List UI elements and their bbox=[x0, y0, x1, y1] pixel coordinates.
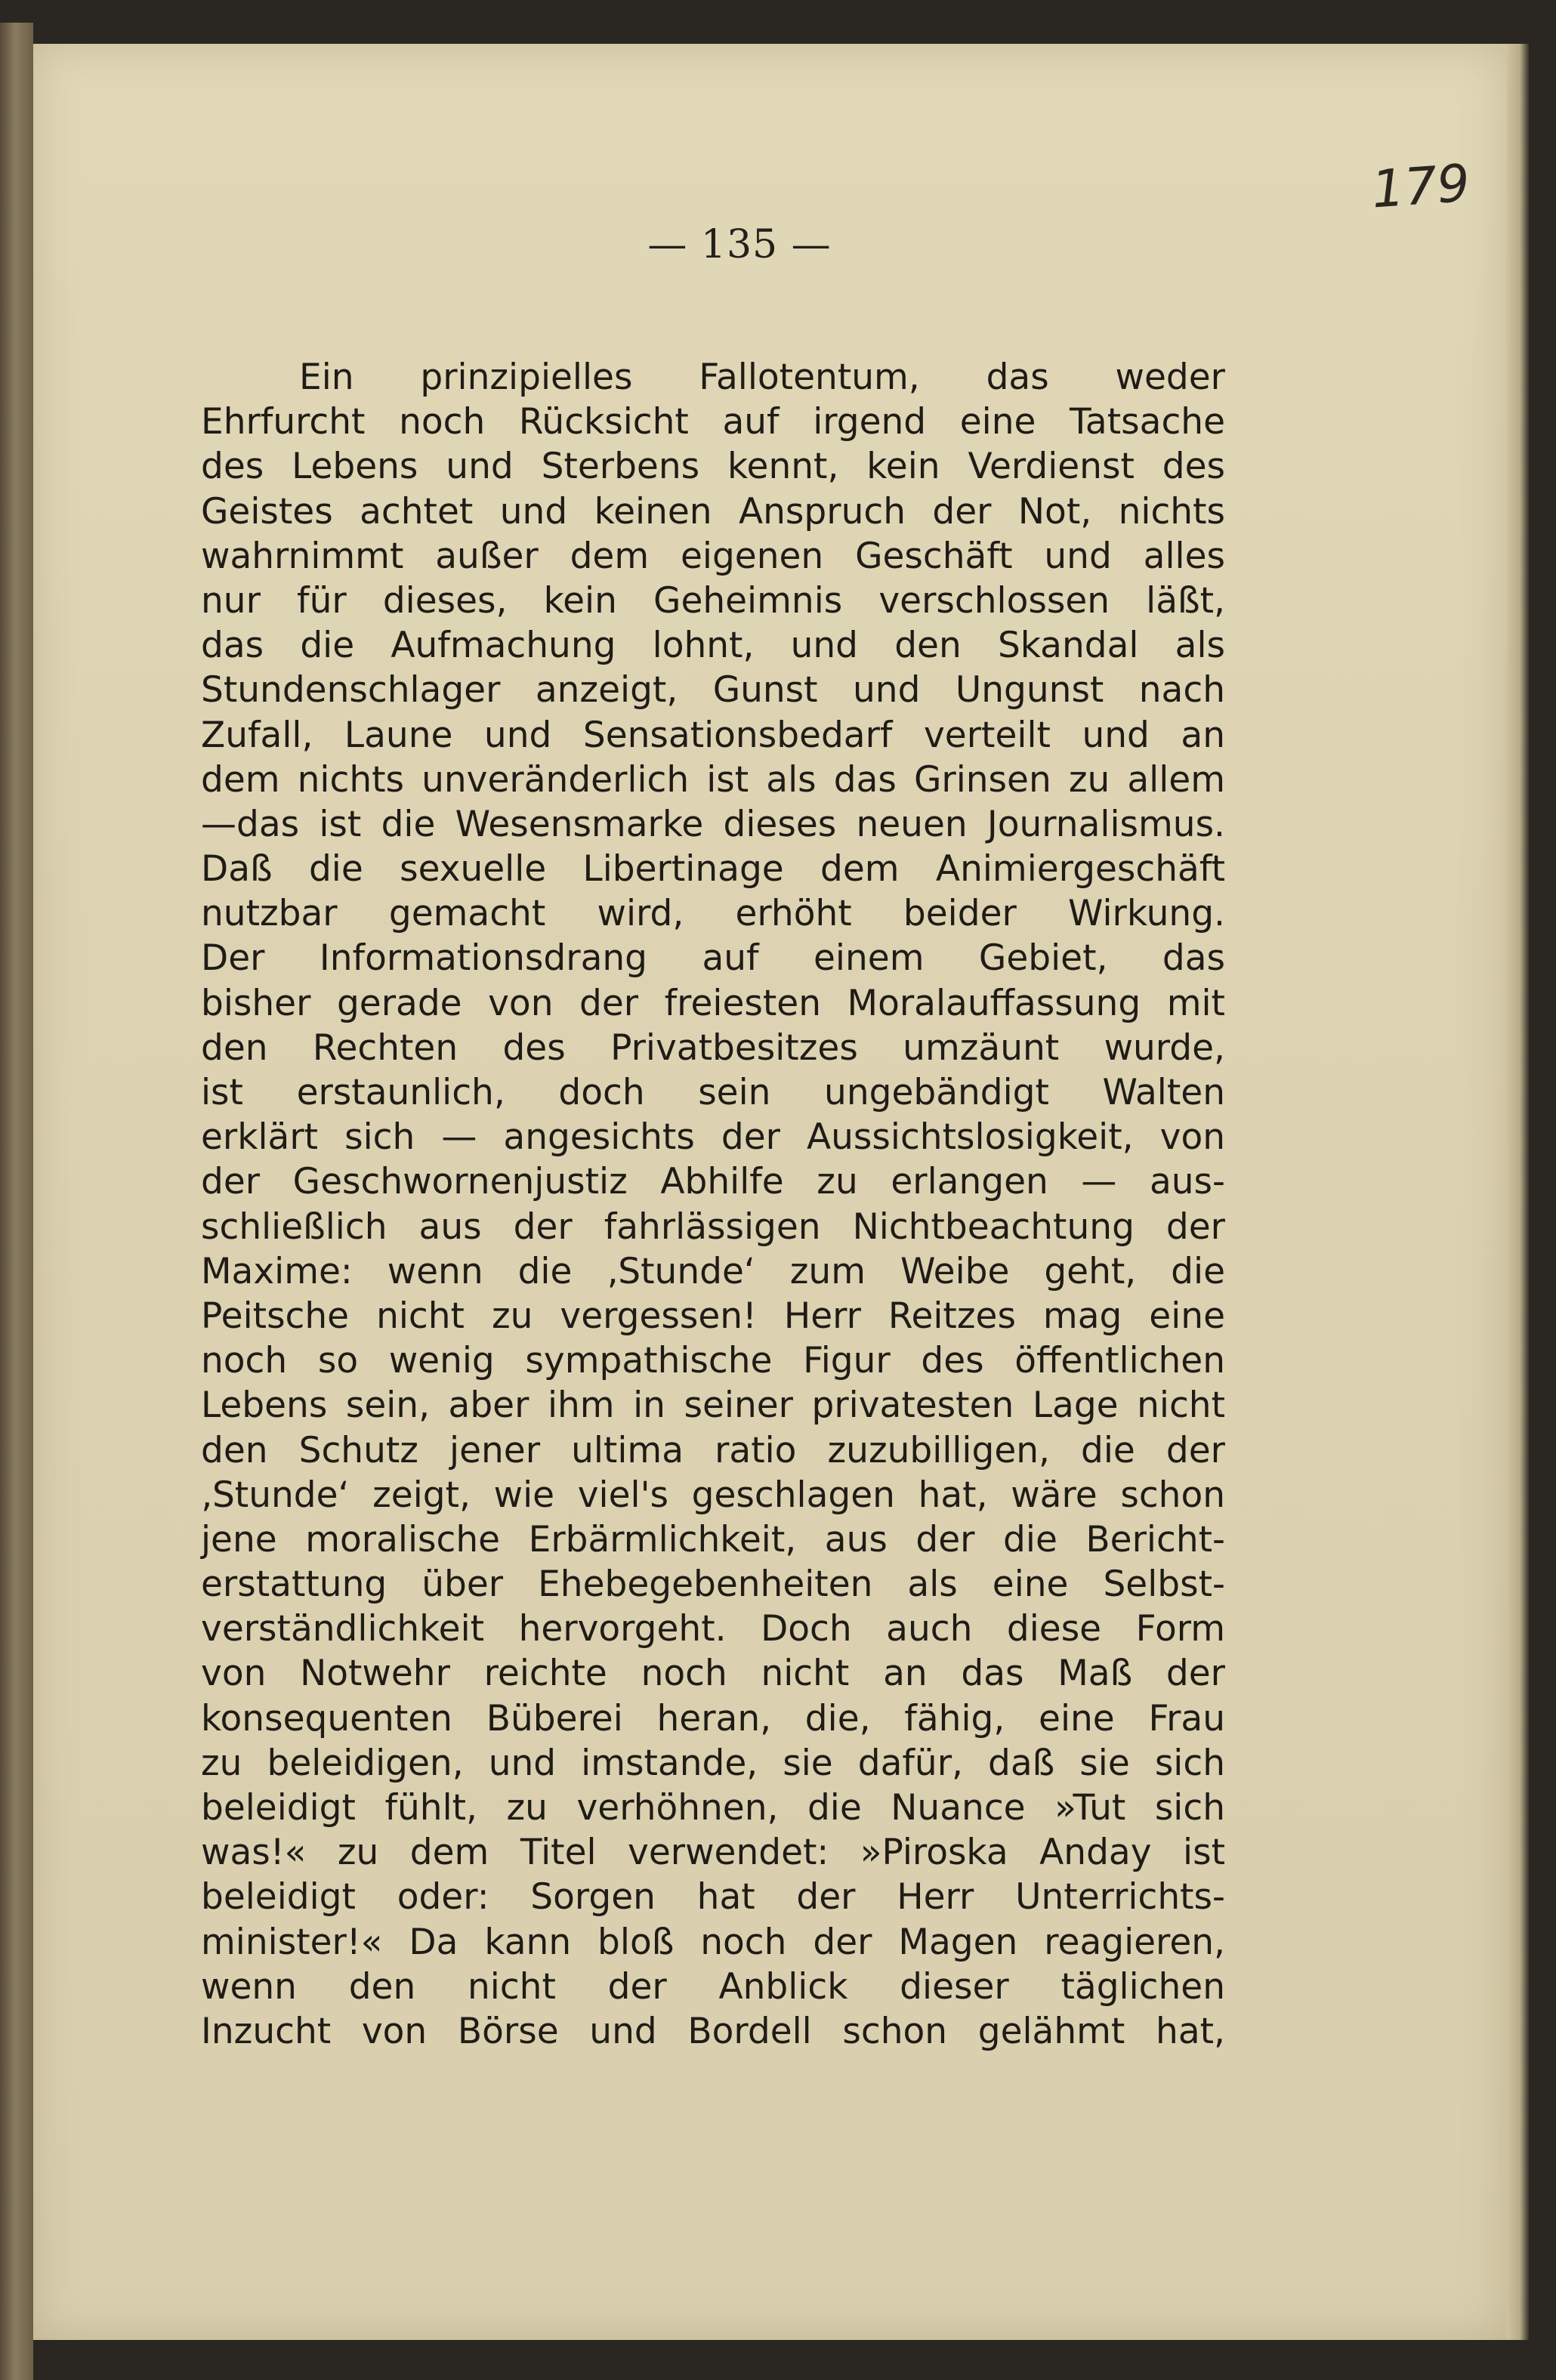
text-line: bisher gerade von der freiesten Moralauffassung mit bbox=[201, 982, 1225, 1024]
text-line: was!« zu dem Titel verwendet: »Piroska Anday ist bbox=[201, 1832, 1225, 1874]
text-line: der Geschwornenjustiz Abhilfe zu erlangen — aus- bbox=[201, 1161, 1225, 1203]
text-line: dem nichts unveränderlich ist als das Grinsen zu allem bbox=[201, 758, 1225, 801]
text-line: beleidigt oder: Sorgen hat der Herr Unterrichts- bbox=[201, 1876, 1225, 1919]
text-line: zu beleidigen, und imstande, sie dafür, daß sie sich bbox=[201, 1742, 1225, 1784]
text-line: von Notwehr reichte noch nicht an das Maß der bbox=[201, 1653, 1225, 1695]
text-line: nur für dieses, kein Geheimnis verschlossen läßt, bbox=[201, 579, 1225, 622]
text-line: das die Aufmachung lohnt, und den Skandal als bbox=[201, 625, 1225, 667]
text-line: Stundenschlager anzeigt, Gunst und Ungunst nach bbox=[201, 669, 1225, 712]
text-line: noch so wenig sympathische Figur des öffentlichen bbox=[201, 1340, 1225, 1382]
body-text bbox=[201, 355, 1225, 2054]
text-line: minister!« Da kann bloß noch der Magen reagieren, bbox=[201, 1921, 1225, 1963]
text-line: verständlichkeit hervorgeht. Doch auch diese Form bbox=[201, 1608, 1225, 1650]
page-number: — 135 — bbox=[647, 222, 832, 267]
text-line: Ehrfurcht noch Rücksicht auf irgend eine Tatsache bbox=[201, 401, 1225, 443]
text-line: schließlich aus der fahrlässigen Nichtbeachtung der bbox=[201, 1205, 1225, 1248]
text-line: Ein prinzipielles Fallotentum, das weder bbox=[299, 357, 1225, 398]
text-line: jene moralische Erbärmlichkeit, aus der die Bericht- bbox=[201, 1518, 1225, 1560]
text-line: Daß die sexuelle Libertinage dem Animiergeschäft bbox=[201, 848, 1225, 891]
page-edge bbox=[1506, 44, 1529, 2340]
text-line: Lebens sein, aber ihm in seiner privatesten Lage nicht bbox=[201, 1384, 1225, 1427]
paper-page bbox=[33, 44, 1506, 2340]
text-line: Peitsche nicht zu vergessen! Herr Reitzes mag eine bbox=[201, 1295, 1225, 1337]
book-binding bbox=[0, 23, 33, 2380]
text-line: den Schutz jener ultima ratio zuzubilligen, die der bbox=[201, 1429, 1225, 1471]
text-line: konsequenten Büberei heran, die, fähig, eine Frau bbox=[201, 1697, 1225, 1739]
text-line: erklärt sich — angesichts der Aussichtslosigkeit, von bbox=[201, 1116, 1225, 1159]
text-line: Zufall, Laune und Sensationsbedarf verteilt und an bbox=[201, 714, 1225, 756]
text-line: wenn den nicht der Anblick dieser täglichen bbox=[201, 1965, 1225, 2008]
text-line: nutzbar gemacht wird, erhöht beider Wirkung. bbox=[201, 893, 1225, 935]
text-line: Der Informationsdrang auf einem Gebiet, das bbox=[201, 937, 1225, 980]
text-line: Geistes achtet und keinen Anspruch der Not, nichts bbox=[201, 490, 1225, 532]
text-line: —das ist die Wesensmarke dieses neuen Journalismus. bbox=[201, 803, 1225, 845]
text-line: des Lebens und Sterbens kennt, kein Verdienst des bbox=[201, 446, 1225, 488]
text-line: den Rechten des Privatbesitzes umzäunt wurde, bbox=[201, 1026, 1225, 1069]
handwritten-folio-number: 179 bbox=[1369, 153, 1472, 221]
text-line: ‚Stunde‘ zeigt, wie viel's geschlagen hat, wäre schon bbox=[201, 1474, 1225, 1516]
text-line: beleidigt fühlt, zu verhöhnen, die Nuance »Tut sich bbox=[201, 1787, 1225, 1829]
text-line: Inzucht von Börse und Bordell schon gelähmt hat, bbox=[201, 2010, 1225, 2052]
text-line: erstattung über Ehebegebenheiten als eine Selbst- bbox=[201, 1564, 1225, 1606]
text-line: ist erstaunlich, doch sein ungebändigt Walten bbox=[201, 1072, 1225, 1113]
text-line: Maxime: wenn die ‚Stunde‘ zum Weibe geht, die bbox=[201, 1250, 1225, 1292]
text-line: wahrnimmt außer dem eigenen Geschäft und alles bbox=[201, 535, 1225, 577]
